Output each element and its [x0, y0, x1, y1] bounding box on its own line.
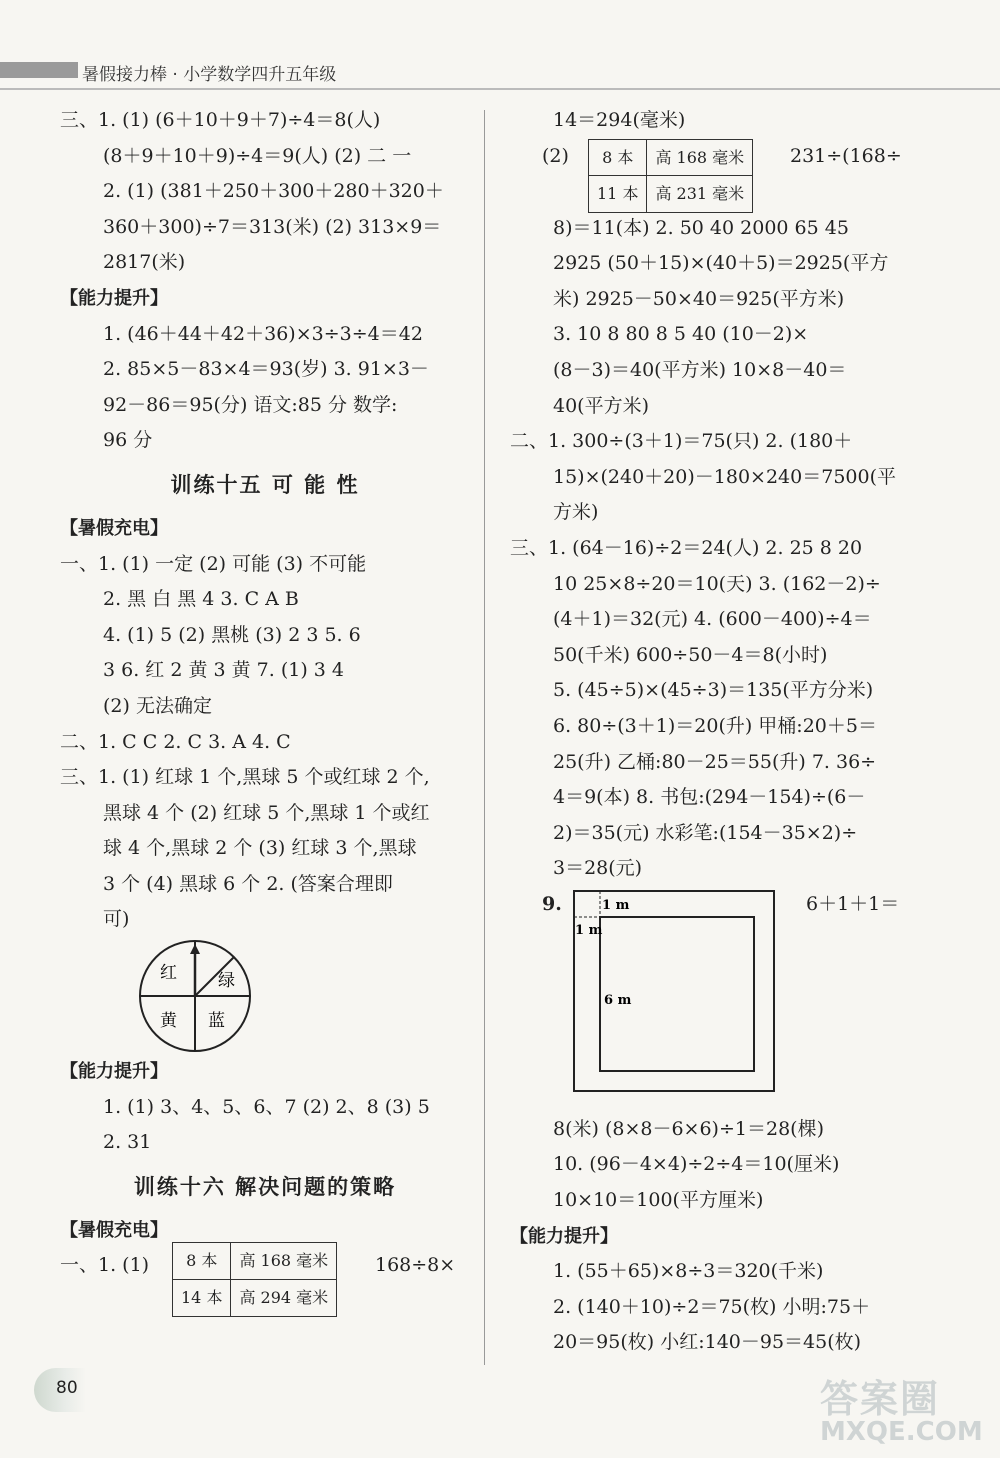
page-number-badge: [34, 1368, 86, 1412]
table-cell: 8 本: [589, 139, 647, 176]
answer-line: 二、1. 300÷(3＋1)＝75(只) 2. (180＋: [510, 430, 853, 453]
outer-square: [574, 891, 774, 1091]
answer-text: 6＋1＋1＝: [806, 892, 900, 915]
answer-line: 1. (1) 3、4、5、6、7 (2) 2、8 (3) 5: [103, 1095, 430, 1118]
answer-line: 2. 85×5－83×4＝93(岁) 3. 91×3－: [103, 358, 429, 381]
answer-line: 二、1. C C 2. C 3. A 4. C: [60, 730, 291, 753]
lesson-title: 训练十五 可 能 性: [170, 472, 360, 497]
spinner-diagram: [130, 938, 260, 1054]
section-tag: 【能力提升】: [510, 1225, 618, 1247]
answer-line: 6. 80÷(3＋1)＝20(升) 甲桶:20＋5＝: [553, 714, 877, 737]
answer-line: 10 25×8÷20＝10(天) 3. (162－2)÷: [553, 572, 881, 595]
answer-line: 14＝294(毫米): [553, 109, 686, 131]
garden-diagram: [572, 889, 782, 1104]
answer-line: 3 6. 红 2 黄 3 黄 7. (1) 3 4: [103, 659, 345, 682]
answer-line: 三、1. (1) (6＋10＋9＋7)÷4＝8(人): [60, 109, 381, 131]
watermark-url: MXQE.COM: [820, 1417, 983, 1447]
spinner-area: [60, 938, 470, 1054]
dimension-label: 6 m: [604, 992, 632, 1008]
sector-label: 黄: [160, 1011, 177, 1032]
answer-line: 1. (46＋44＋42＋36)×3÷3÷4＝42: [103, 322, 423, 345]
sector-label: 红: [160, 963, 177, 984]
table-row: [173, 1243, 337, 1280]
header-rule: [0, 88, 1000, 90]
answer-line: 2. 黑 白 黑 4 3. C A B: [103, 588, 299, 611]
table-cell: 高 168 毫米: [647, 139, 753, 176]
dimension-label: 1 m: [575, 922, 603, 938]
answer-line: 8(米) (8×8－6×6)÷1＝28(棵): [553, 1117, 824, 1140]
answer-line: 1. (55＋65)×8÷3＝320(千米): [553, 1260, 824, 1283]
answer-line: (8＋9＋10＋9)÷4＝9(人) (2) 二 一: [103, 144, 412, 167]
q9-area: [510, 887, 980, 1112]
answer-line: 三、1. (64－16)÷2＝24(人) 2. 25 8 20: [510, 536, 863, 559]
table-cell: 高 168 毫米: [231, 1243, 337, 1280]
right-column: [510, 103, 980, 1361]
answer-line: 4＝9(本) 8. 书包:(294－154)÷(6－: [553, 786, 866, 809]
book-height-table: [588, 139, 753, 213]
book-height-table: [172, 1242, 337, 1316]
answer-line: 40(平方米): [553, 394, 650, 417]
sector-label: 蓝: [208, 1011, 225, 1032]
answer-line: 50(千米) 600÷50－4＝8(小时): [553, 643, 828, 666]
answer-line: 2. 31: [103, 1131, 152, 1154]
watermark-text: 答案圈: [820, 1377, 941, 1421]
answer-line: 黑球 4 个 (2) 红球 5 个,黑球 1 个或红: [103, 801, 430, 824]
answer-line: 方米): [553, 501, 599, 524]
answer-line: 3 个 (4) 黑球 6 个 2. (答案合理即: [103, 872, 393, 895]
table-row: [589, 139, 753, 176]
answer-line: 4. (1) 5 (2) 黑桃 (3) 2 3 5. 6: [103, 623, 361, 646]
table-cell: 14 本: [173, 1280, 231, 1317]
answer-line: 25(升) 乙桶:80－25＝55(升) 7. 36÷: [553, 750, 877, 773]
answer-line: 92－86＝95(分) 语文:85 分 数学:: [103, 393, 398, 416]
answer-line: 2. (140＋10)÷2＝75(枚) 小明:75＋: [553, 1295, 871, 1318]
answer-line: 2925 (50＋15)×(40＋5)＝2925(平方: [553, 252, 889, 275]
answer-line: 2817(米): [103, 251, 186, 274]
section-tag: 【暑假充电】: [60, 1219, 168, 1241]
table-row: [173, 1280, 337, 1317]
dimension-label: 1 m: [602, 897, 630, 913]
answer-line: 8)＝11(本) 2. 50 40 2000 65 45: [553, 216, 849, 239]
running-header: 暑假接力棒 · 小学数学四升五年级: [82, 65, 337, 85]
left-column: [60, 103, 470, 1308]
answer-line: 20＝95(枚) 小红:140－95＝45(枚): [553, 1331, 862, 1354]
answer-line: (8－3)＝40(平方米) 10×8－40＝: [553, 358, 847, 381]
answer-suffix: 231÷(168÷: [790, 144, 902, 167]
answer-line-with-table: [60, 1248, 470, 1308]
header-bar: [0, 62, 78, 78]
answer-line: 5. (45÷5)×(45÷3)＝135(平方分米): [553, 679, 874, 702]
question-number: 9.: [542, 892, 562, 915]
column-divider: [484, 110, 485, 1365]
answer-line: 米) 2925－50×40＝925(平方米): [553, 287, 845, 310]
answer-line: 3＝28(元): [553, 857, 643, 880]
answer-line-with-table: [510, 139, 980, 211]
section-tag: 【能力提升】: [60, 1061, 168, 1083]
answer-line: 96 分: [103, 429, 153, 452]
answer-line: 10. (96－4×4)÷2÷4＝10(厘米): [553, 1153, 840, 1176]
table-cell: 11 本: [589, 176, 647, 213]
table-cell: 高 231 毫米: [647, 176, 753, 213]
table-row: [589, 176, 753, 213]
answer-line: 2. (1) (381＋250＋300＋280＋320＋: [103, 180, 444, 203]
answer-line: 一、1. (1) 一定 (2) 可能 (3) 不可能: [60, 552, 367, 575]
answer-line: 15)×(240＋20)－180×240＝7500(平: [553, 465, 896, 488]
watermark: [820, 1368, 983, 1447]
answer-line: 球 4 个,黑球 2 个 (3) 红球 3 个,黑球: [103, 837, 417, 860]
sector-label: 绿: [218, 971, 235, 992]
table-cell: 高 294 毫米: [231, 1280, 337, 1317]
section-tag: 【能力提升】: [60, 287, 168, 309]
page-number: 80: [56, 1378, 78, 1398]
answer-line: 2)＝35(元) 水彩笔:(154－35×2)÷: [553, 821, 858, 844]
answer-line: 10×10＝100(平方厘米): [553, 1189, 764, 1212]
answer-line: 可): [103, 908, 130, 931]
answer-line: 360＋300)÷7＝313(米) (2) 313×9＝: [103, 215, 442, 238]
answer-line: (2) 无法确定: [103, 694, 212, 717]
answer-suffix: 168÷8×: [375, 1254, 456, 1277]
section-tag: 【暑假充电】: [60, 517, 168, 539]
lesson-title: 训练十六 解决问题的策略: [133, 1174, 397, 1199]
answer-prefix: (2): [542, 144, 569, 167]
spinner-arrow-head: [190, 944, 200, 954]
answer-prefix: 一、1. (1): [60, 1254, 150, 1277]
answer-line: 三、1. (1) 红球 1 个,黑球 5 个或红球 2 个,: [60, 766, 430, 789]
answer-line: (4＋1)＝32(元) 4. (600－400)÷4＝: [553, 608, 872, 631]
answer-line: 3. 10 8 80 8 5 40 (10－2)×: [553, 323, 809, 346]
table-cell: 8 本: [173, 1243, 231, 1280]
